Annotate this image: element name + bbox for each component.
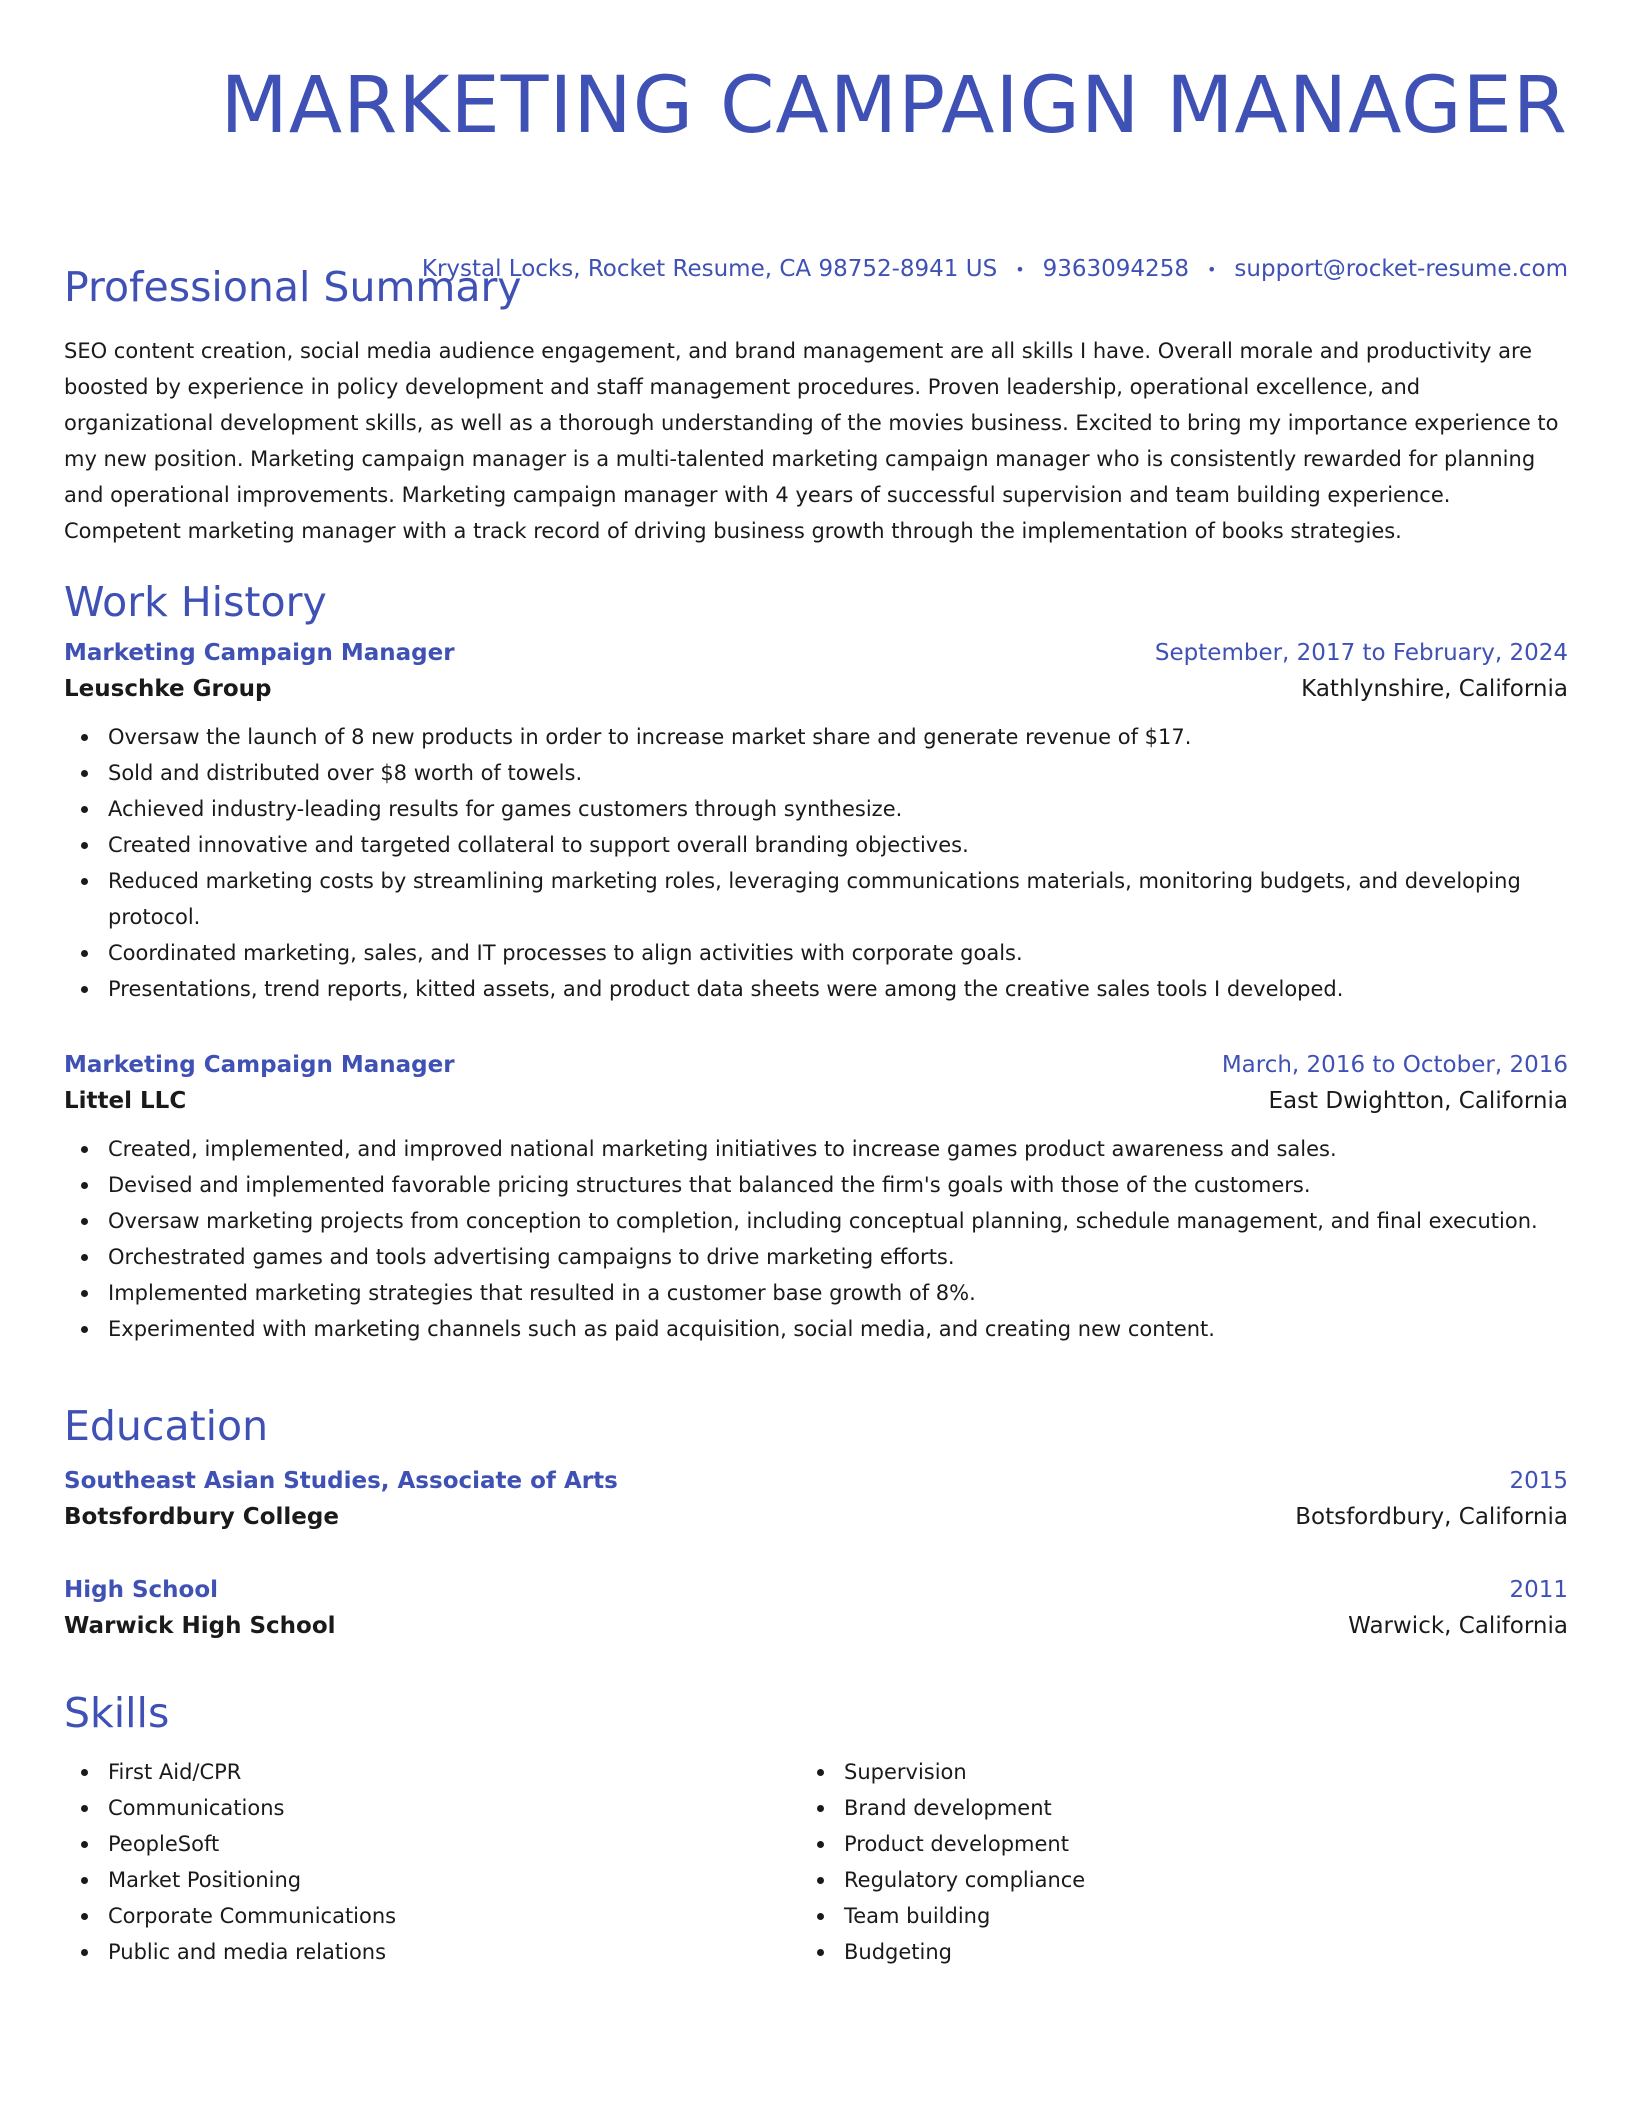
job-company: Leuschke Group <box>64 676 272 702</box>
education-heading: Education <box>64 1402 269 1450</box>
skills-right-list <box>800 1754 1536 1970</box>
job-entry <box>64 640 1568 1007</box>
list-item: Sold and distributed over $8 worth of towels. <box>64 755 1568 791</box>
contact-line <box>422 256 1568 282</box>
skills-columns <box>64 1754 1568 1970</box>
job-company: Littel LLC <box>64 1088 187 1114</box>
job-title: Marketing Campaign Manager <box>64 640 455 666</box>
job-location: Kathlynshire, California <box>1301 676 1568 702</box>
list-item: Created innovative and targeted collateral to support overall branding objectives. <box>64 827 1568 863</box>
summary-text: SEO content creation, social media audience engagement, and brand management are all skills I have. Overall morale and productivity are boosted by experience in policy development and staff management procedures. Proven leadership, operational excellence, and organizational development skills, as well as a thorough understanding of the movies business. Excited to bring my importance experience to my new position. Marketing campaign manager is a multi-talented marketing campaign manager who is consistently rewarded for planning and operational improvements. Marketing campaign manager with 4 years of successful supervision and team building experience. Competent marketing manager with a track record of driving business growth through the implementation of books strategies. <box>64 339 1559 543</box>
skill-item: Product development <box>800 1826 1536 1862</box>
education-header-row <box>64 1577 1568 1603</box>
skill-item: Budgeting <box>800 1934 1536 1970</box>
education-header-row <box>64 1468 1568 1494</box>
list-item: Reduced marketing costs by streamlining marketing roles, leveraging communications materials, monitoring budgets, and developing protocol. <box>64 863 1568 935</box>
education-school: Warwick High School <box>64 1613 336 1639</box>
education-degree: Southeast Asian Studies, Associate of Arts <box>64 1468 618 1494</box>
job-entry <box>64 1052 1568 1347</box>
skill-item: Regulatory compliance <box>800 1862 1536 1898</box>
education-location: Botsfordbury, California <box>1295 1504 1568 1530</box>
skill-item: Team building <box>800 1898 1536 1934</box>
job-header-row <box>64 1052 1568 1078</box>
job-dates: September, 2017 to February, 2024 <box>1154 640 1568 666</box>
list-item: Oversaw the launch of 8 new products in order to increase market share and generate revenue of $17. <box>64 719 1568 755</box>
education-year: 2015 <box>1509 1468 1568 1494</box>
summary-heading: Professional Summary <box>64 263 522 311</box>
separator-dot: • <box>1206 259 1217 279</box>
list-item: Created, implemented, and improved national marketing initiatives to increase games product awareness and sales. <box>64 1131 1568 1167</box>
contact-address: Krystal Locks, Rocket Resume, CA 98752-8941 US <box>421 256 998 282</box>
skill-item: First Aid/CPR <box>64 1754 800 1790</box>
skill-item: Public and media relations <box>64 1934 800 1970</box>
skills-heading: Skills <box>64 1689 170 1737</box>
list-item: Implemented marketing strategies that resulted in a customer base growth of 8%. <box>64 1275 1568 1311</box>
education-entry <box>64 1577 1568 1639</box>
education-degree: High School <box>64 1577 219 1603</box>
skill-item: Corporate Communications <box>64 1898 800 1934</box>
job-header-row <box>64 640 1568 666</box>
job-dates: March, 2016 to October, 2016 <box>1221 1052 1568 1078</box>
education-school-row <box>64 1504 1568 1530</box>
job-company-row <box>64 1088 1568 1114</box>
education-school-row <box>64 1613 1568 1639</box>
job-bullets <box>64 1131 1568 1347</box>
skill-item: Market Positioning <box>64 1862 800 1898</box>
contact-email[interactable]: support@rocket-resume.com <box>1234 256 1568 282</box>
list-item: Achieved industry-leading results for games customers through synthesize. <box>64 791 1568 827</box>
job-bullets <box>64 719 1568 1007</box>
list-item: Orchestrated games and tools advertising campaigns to drive marketing efforts. <box>64 1239 1568 1275</box>
contact-phone: 9363094258 <box>1042 256 1189 282</box>
job-location: East Dwightton, California <box>1268 1088 1568 1114</box>
separator-dot: • <box>1015 259 1025 279</box>
resume-name: MARKETING CAMPAIGN MANAGER <box>220 61 1568 151</box>
skill-item: PeopleSoft <box>64 1826 800 1862</box>
list-item: Devised and implemented favorable pricing structures that balanced the firm's goals with those of the customers. <box>64 1167 1568 1203</box>
work-history-heading: Work History <box>64 578 327 626</box>
job-title: Marketing Campaign Manager <box>64 1052 455 1078</box>
skill-item: Brand development <box>800 1790 1536 1826</box>
list-item: Experimented with marketing channels such as paid acquisition, social media, and creating new content. <box>64 1311 1568 1347</box>
skill-item: Supervision <box>800 1754 1536 1790</box>
skills-left-list <box>64 1754 800 1970</box>
list-item: Oversaw marketing projects from conception to completion, including conceptual planning, schedule management, and final execution. <box>64 1203 1568 1239</box>
education-school: Botsfordbury College <box>64 1504 339 1530</box>
education-year: 2011 <box>1509 1577 1568 1603</box>
education-entry <box>64 1468 1568 1530</box>
list-item: Coordinated marketing, sales, and IT processes to align activities with corporate goals. <box>64 935 1568 971</box>
education-location: Warwick, California <box>1348 1613 1568 1639</box>
skill-item: Communications <box>64 1790 800 1826</box>
job-company-row <box>64 676 1568 702</box>
list-item: Presentations, trend reports, kitted assets, and product data sheets were among the creative sales tools I developed. <box>64 971 1568 1007</box>
